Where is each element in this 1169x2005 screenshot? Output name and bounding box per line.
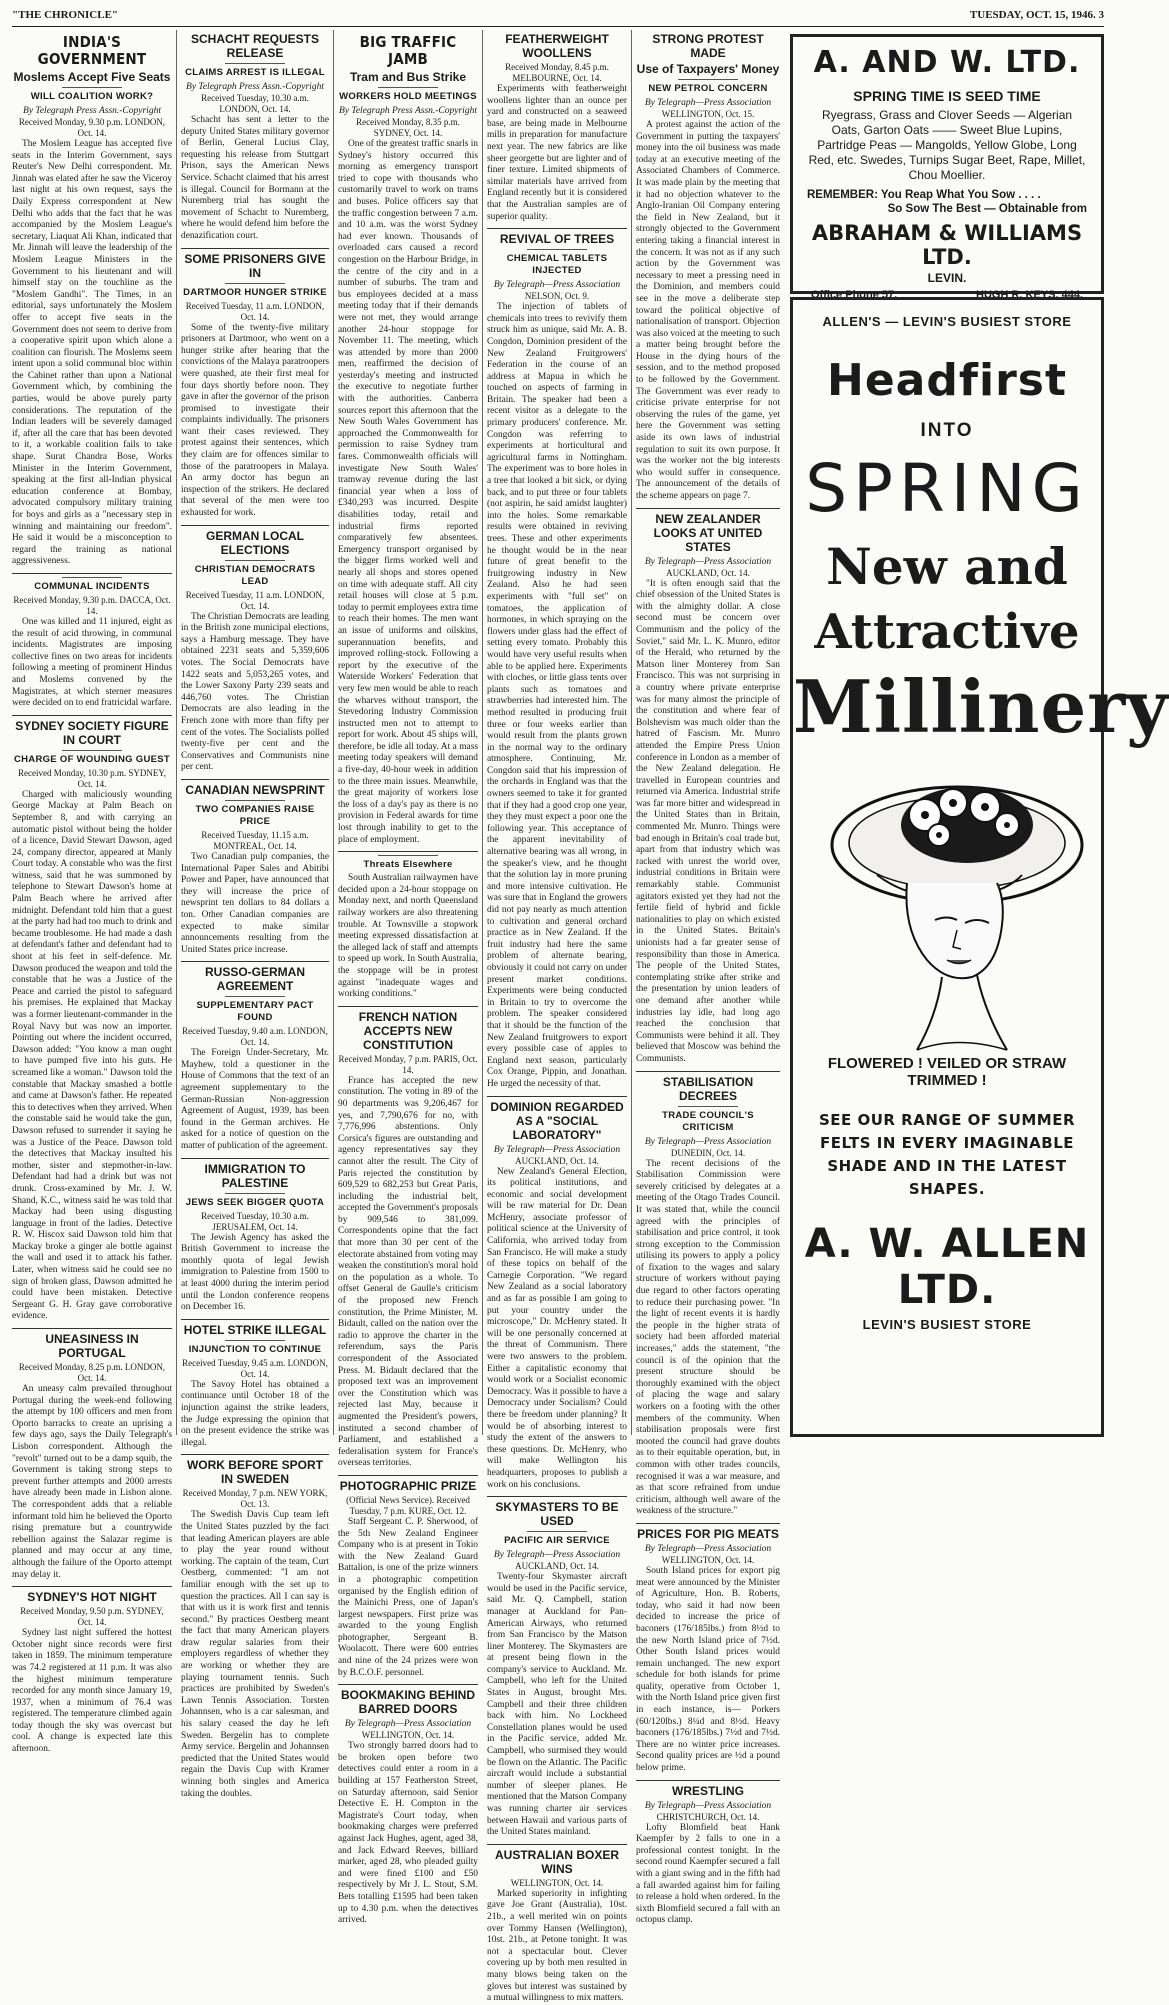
article-body: The Foreign Under-Secretary, Mr. Mayhew, told a questioner in the House of Commons that the text of an agreement supplementary to the German-Russian Non-aggression Agreement of August, 1939, has been found in the German archives. He asked for a notice of question on the matter of publication of the agreement. [181, 1048, 329, 1152]
article-deck: Threats Elsewhere [363, 859, 453, 871]
column-5 [636, 30, 780, 1926]
article-body: South Australian railwaymen have decided upon a 24-hour stoppage on Monday next, and north Queensland railway workers are also threatening trouble. At Townsville a stopwork meeting expressed dissatisfaction at the alleged lack of staff and attempts to speed up work. In South Australia, the stoppage will be in protest against "inadequate wages and working conditions." [338, 873, 478, 1000]
masthead-date-page: TUESDAY, OCT. 15, 1946. 3 [969, 9, 1104, 21]
ad-allen-flowered: FLOWERED ! VEILED OR STRAW TRIMMED ! [827, 1055, 1067, 1089]
headline-dash [62, 577, 122, 578]
article-headline: WORK BEFORE SPORT IN SWEDEN [186, 1458, 323, 1487]
ad-aw-sow: So Sow The Best — Obtainable from [887, 203, 1087, 215]
headline-dash [225, 560, 285, 561]
headline-dash [225, 996, 285, 997]
article-dateline: Received Monday, 7 p.m. NEW YORK, Oct. 13. [182, 1488, 328, 1510]
column-rule [631, 30, 632, 1435]
article-separator [636, 1780, 780, 1781]
article-byline: By Telegraph Press Assn.-Copyright [186, 82, 324, 92]
article [181, 1158, 329, 1314]
article-dateline: AUCKLAND, Oct. 14. [515, 1155, 599, 1166]
article [487, 1496, 627, 1839]
article [338, 851, 478, 1001]
article-body: "It is often enough said that the chief obsession of the United States is with the almighty dollar. A close second must be concern over Communism and the policy of the Soviet," said Mr. L. K. Munro, editor of the Herald, who returned by the Matson liner Monterey from San Francisco. This was not surprising in a country where private enterprise was for many almost the principle of the constitution and where fear of Bolshevism was much older than the hatred of Fascism. Mr. Munro attended the Empire Press Union conference in London as a member of the New Zealand delegation. He travelled in European countries and returned via America. Industrial strife was far more bitter and widespread in the United States than in Britain, commented Mr. Munro. Things were bad enough in Britain's coal trade but, apart from that industry which was racked with unrest the world over, industrial conditions in Britain were remarkably stable. Communist agitators existed yet they had not the fertile field of hybrid and fickle nationalities to play on which existed in the United States. Britain's unionists had a far greater sense of responsibility than those in America. The people of the United States, contemplating strike after strike and the presentation by union leaders of one demand after another while industries lay idle, had long ago reached the conclusion that Communists were behind it all. They believed that Moscow was behind the Communists. [636, 578, 780, 1064]
article [12, 1586, 172, 1756]
article-body: The Moslem League has accepted five seats in the Interim Government, says Reuter's New Delhi correspondent. Mr. Jinnah was elated after he saw the Viceroy last night at his own request, says the Daily Express correspondent at New Delhi who adds that the fact that he was accompanied by the Moslem League's secretary, Liaquat Ali Khan, indicated that Mr. Jinnah will leave the leadership of the Moslem League Ministers in the Government to his lieutenant and will himself stay on the touchline as the "Moslem Gandhi". The Times, in an editorial, says unfortunately the Moslem offer to accept five seats in the Government does not seem to derive from a cooperative spirit upon which alone a coalition can flourish. The Moslems seem intent upon a solid communal bloc within the Cabinet rather than upon a National Government which, by combining the parties, would be above purely party considerations. The reputation of the Indian leaders will be severely damaged if, after all the care that has been devoted to it, a workable coalition fails to take shape. Surat Chandra Bose, Works Minister in the Interim Government, speaking at the first all-Indian physical education conference at Bombay, advocated compulsory military training for boys and girls as a "necessary step in winning and maintaining our freedom". He said it would be a misconception to regard the training as national aggressiveness. [12, 139, 172, 567]
article [487, 1844, 627, 2005]
article-byline: By Telegraph—Press Association [644, 98, 772, 108]
article [487, 228, 627, 1090]
article-dateline: Received Monday, 8.35 p.m. SYDNEY, Oct. 14. [356, 117, 460, 138]
article [636, 1780, 780, 1927]
article-dateline: Received Monday, 8.45 p.m. MELBOURNE, Oct. 14. [505, 62, 609, 83]
article-body: An uneasy calm prevailed throughout Portugal during the week-end following the attempt by 100 officers and men from Oporto barracks to create an uprising a few days ago, says the Daily Telegraph's Lisbon correspondent. Although the "revolt" turned out to be a damp squib, the Government is taking strong steps to prevent further attempts and 2000 arrests have already been made in Lisbon alone. The correspondent adds that a reliable informant told him he believed the Oporto rising premature but a countrywide rebellion against the Salazar regime is planned and may occur at any time, although the failure of the Oporto attempt may delay it. [12, 1384, 172, 1580]
article-separator [487, 1496, 627, 1497]
ad-allen-top: ALLEN'S — LEVIN'S BUSIEST STORE [822, 314, 1072, 329]
article-headline: AUSTRALIAN BOXER WINS [494, 1847, 619, 1876]
article-deck: TRADE COUNCIL'S CRITICISM [662, 1109, 754, 1133]
article-separator [181, 248, 329, 249]
article [636, 1523, 780, 1775]
column-rule [333, 30, 334, 1435]
article-body: One was killed and 11 injured, eight as the result of acid throwing, in communal incidents. Magistrates are imposing collective fines on two areas for incidents following a meeting of prominent Hindus and Moslems convened by the Magistrates, at which sterner measures were decided on to end fratricidal warfare. [12, 616, 172, 709]
ad-allen-millinery: Millinery [793, 664, 1169, 749]
article-headline: PRICES FOR PIG MEATS [637, 1526, 779, 1541]
article-headline: NEW ZEALANDER LOOKS AT UNITED STATES [653, 511, 763, 554]
article-dateline: WELLINGTON, Oct. 14. [510, 1877, 604, 1888]
article-deck: CLAIMS ARREST IS ILLEGAL [185, 67, 325, 78]
masthead [12, 4, 1104, 27]
column-1 [12, 30, 172, 1755]
article-separator [181, 525, 329, 526]
ad-allen-headfirst: Headfirst [827, 355, 1067, 406]
article-headline: WRESTLING [672, 1783, 744, 1798]
article-body: Staff Sergeant C. P. Sherwood, of the 5th New Zealand Engineer Company who is at present in Tokio with the New Zealand Guard Battalion, is one of the prize winners in a photographic competition organised by the English edition of the Mainichi Press, one of Japan's largest newspapers. First prize was awarded to the young English photographer, Sergeant B. Woolacott. There were 600 entries and nine of the 24 prizes were won by B.C.O.F. personnel. [338, 1516, 478, 1678]
article [338, 1006, 478, 1470]
article-dateline: Received Monday, 9.50 p.m. SYDNEY, Oct. 14. [20, 1606, 164, 1628]
ad-aw-remember: REMEMBER: You Reap What You Sow . . . . [807, 189, 1041, 201]
headline-dash [527, 249, 587, 250]
article-separator [487, 228, 627, 229]
article-subheadline: Use of Taxpayers' Money [636, 62, 780, 76]
article-byline: By Telegraph—Press Association [644, 556, 772, 567]
ad-allen-spring: SPRING [805, 450, 1089, 527]
article-body: Twenty-four Skymaster aircraft would be used in the Pacific service, said Mr. Q. Campbell, station manager at Auckland for Pan-American Airways, who returned from San Francisco by the Matson liner Monterey. The Skymasters are at present being flown in the company's service to Auckland. Mr. Campbell, who left for the United States in August, brought Mrs. Campbell and their three children back with him. No Lockheed Constellation planes would be used in the Pacific service, added Mr. Campbell, who surmised they would be flown on the Atlantic. The Pacific aircraft would include a substantial number of sleeper planes. He mentioned that the Matson Company was running charter air services between Hawaii and various parts of the United States mainland. [487, 1572, 627, 1838]
woman-in-hat-illustration [807, 755, 1087, 1055]
article-headline: FEATHERWEIGHT WOOLLENS [505, 32, 609, 60]
article-deck: CHEMICAL TABLETS INJECTED [506, 253, 608, 277]
article-dateline: WELLINGTON, Oct. 14. [361, 1730, 455, 1741]
article [636, 32, 780, 503]
article-headline: INDIA'S GOVERNMENT [37, 33, 147, 68]
article-byline: By Telegraph—Press Association [493, 1144, 621, 1155]
article-body: The injection of tablets of chemicals into trees to revivify them struck him as unique, said Mr. A. B. Congdon, Dominion president of the New Zealand Fruitgrowers' Federation in the course of an address at Mapua in which he touched on aspects of farming in Britain. The speaker had been a recent visitor as a delegate to the primary producers' conference. Mr. Congdon was referring to experiments at horticultural and agricultural farms in Nottingham. The experiment was to bore holes in a tree that looked a bit sick, or dying back, and to put three or four tablets (not aspirin, he said amidst laughter) into the holes. Some remarkable results were obtained in reviving trees. These and other experiments he thought would be in the near future of great benefit to the fruitgrowing industry in New Zealand. Also he had seen experiments with "full set" on tomatoes, the application of hormones, in which spraying on the flowers under glass had the effect of setting every tomato. Probably this would have very useful results when able to be applied here. Experiments with cloches, or little glass tents over plants such as tomatoes and strawberries had interested him. The method resulted in producing fruit three or four weeks earlier than would result from the plants grown in the normal way to the ordinary atmosphere. Continuing, Mr. Congdon said that his impression of the orchards in England was that the owners seemed to take it for granted that if they had a good crop one year, they they must expect a poor one the following year. This acceptance of the apparent inevitability of alternative bearing was all wrong, in the speaker's view, and he thought that the solution lay in more pruning and more intensive cultivation. He was sure that in England the growers did not pay nearly as much attention to cultivation and general orchard practice as in New Zealand. If the fruit industry had here the same problem of alternate bearing, obviously it could not carry on under present market conditions. Experiments were being conducted in Britain to try to overcome the problem. The speaker considered that it should be the function of the New Zealand fruitgrowers to export every possible case of apples to England next season, particularly Cox Orange, Pippin, and Jonathan. He urged the necessity of that. [487, 302, 627, 1089]
article [12, 1328, 172, 1581]
ad-aw-keys: HUGH R. KEYS, 444. [976, 289, 1083, 301]
article-dateline: WELLINGTON, Oct. 15. [661, 109, 755, 119]
article-dateline: Received Tuesday, 11 a.m. LONDON, Oct. 14. [185, 589, 325, 611]
article-headline: STRONG PROTEST MADE [652, 32, 764, 60]
article [181, 248, 329, 520]
article-deck: DARTMOOR HUNGER STRIKE [183, 286, 327, 298]
article-body: Two strongly barred doors had to be broken open before two detectives could enter a room in a building at 157 Featherston Street, on Saturday afternoon, said Senior Detective E. H. Compton in the Magistrate's Court today, when bookmaking charges were preferred against Jack Hughes, agent, aged 38, and Jack Edward Reeves, billiard marker, aged 28, who pleaded guilty and were fined £100 and £50 respectively by Mr J. L. Stout, S.M. Bets totalling £1595 had been taken up to 4.30 p.m. when the detectives arrived. [338, 1741, 478, 1926]
article [181, 779, 329, 956]
article [487, 1096, 627, 1492]
article-body: South Island prices for export pig meat were announced by the Minister of Agriculture, Hon. B. Roberts, today, who said it had now been decided to increase the price of baconers (176/185lbs.) from 8½d to the new North Island price of 7½d. Other South Island prices would remain unchanged. The new export schedule for both islands for prime quality, operative from October 1, with the North Island price given first in each instance, is— Porkers (60/120lbs.) 8¼d and 8½d. Heavy baconers (176/185lbs.) 7½d and 7½d. There are no winter price increases. Second quality prices are ½d a pound below prime. [636, 1565, 780, 1774]
article-dateline: AUCKLAND, Oct. 14. [666, 567, 750, 578]
article-deck: WORKERS HOLD MEETINGS [339, 91, 477, 102]
article [487, 32, 627, 223]
ad-allen-busiest: LEVIN'S BUSIEST STORE [862, 1317, 1032, 1332]
article-dateline: Received Tuesday, 10.30 a.m. LONDON, Oct. 14. [201, 93, 309, 114]
article-deck: WILL COALITION WORK? [30, 91, 154, 102]
article-dateline: Received Monday, 10.30 p.m. SYDNEY, Oct. 14. [18, 767, 166, 789]
article-dateline: Received Monday, 8.25 p.m. LONDON, Oct. 14. [18, 1362, 166, 1384]
ad-aw-subtitle: SPRING TIME IS SEED TIME [853, 88, 1041, 104]
article-deck: CHRISTIAN DEMOCRATS LEAD [194, 563, 316, 587]
article-headline: SYDNEY'S HOT NIGHT [27, 1590, 157, 1605]
article-byline: By Telegraph Press Assn.-Copyright [23, 106, 161, 116]
advertisement-abraham-williams [790, 34, 1104, 301]
headline-dash [225, 283, 285, 284]
ad-allen-summer-felts: SEE OUR RANGE OF SUMMER FELTS IN EVERY IMAGINABLE SHADE AND IN THE LATEST SHAPES. [818, 1111, 1076, 1198]
article-separator [338, 1006, 478, 1007]
article-body: Sydney last night suffered the hottest October night since records were first taken in 1859. The minimum temperature was 74.2 registered at 11 p.m. It was also the highest minimum temperature recorded for any month since January 19, 1937, when a minimum of 76.4 was registered. The temperature climbed again today though the sky was overcast but cool. A change is expected late this afternoon. [12, 1628, 172, 1755]
article-headline: IMMIGRATION TO PALESTINE [204, 1161, 306, 1190]
headline-dash [62, 87, 122, 88]
article-body: France has accepted the new constitution. The voting in 89 of the 90 departments was 9,206,467 for yes, and 7,790,676 for no, with 7,776,996 abstentions. Only Corsica's figures are outstanding and agency representatives say they cannot alter the result. The City of Paris rejected the constitution by 609,529 to 682,253 but Great Paris, including the industrial belt, accepted the Government's proposals by 909,546 to 381,099. Correspondents opine that the fact that more than 30 per cent of the electorate abstained from voting may weaken the constitution's moral hold on the population as a whole. To offset General de Gaulle's criticism of the proposed new French constitution, the Prime Minister, M. Bidault, called on the nation over the radio to approve the charter in the referendum, says the Paris correspondent of the Associated Press. M. Bidault declared that the proposed text was an improvement over the Constitution which was rejected last May, because it augmented the President's powers, instituted a second chamber of Parliament, and established a federalisation system for France's overseas territories. [338, 1075, 478, 1469]
article-headline: FRENCH NATION ACCEPTS NEW CONSTITUTION [358, 1009, 458, 1052]
ad-allen-brand: A. W. ALLEN LTD. [804, 1221, 1090, 1313]
article-separator [487, 1096, 627, 1097]
article [181, 32, 329, 243]
column-4 [487, 30, 627, 2004]
article-dateline: DUNEDIN, Oct. 14. [670, 1147, 746, 1158]
article-separator [181, 1158, 329, 1159]
article-headline: SCHACHT REQUESTS RELEASE [190, 32, 319, 60]
article-separator [181, 961, 329, 962]
article-dateline: AUCKLAND, Oct. 14. [515, 1561, 599, 1572]
headline-dash [678, 1106, 738, 1107]
headline-dash [225, 1193, 285, 1194]
article [636, 508, 780, 1066]
article-deck: COMMUNAL INCIDENTS [34, 580, 150, 592]
article-body: Some of the twenty-five military prisoners at Dartmoor, who went on a hunger strike after hearing that the convictions of the Malaya paratroopers were quashed, ate their first meal for four days shortly before noon. They gave in after the governor of the prison promised to investigate their complaints individually. The prisoners want their cases reviewed. They protest against their sentences, which they claim are for offences similar to those of the paratroopers in Malaya. An army doctor has begun an inspection of the strikers. He declared that several of the men were too exhausted for work. [181, 322, 329, 519]
article-dateline: CHRISTCHURCH, Oct. 14. [656, 1811, 760, 1822]
headline-dash [225, 63, 285, 64]
article-body: A protest against the action of the Government in putting the taxpayers' money into the oil business was made today at an executive meeting of the Associated Chambers of Commerce. It was made plain by the meeting that it had no objection whatever to the Anglo-Iranian Oil Company entering the field in New Zealand, but it strongly objected to the Government entering taking a financial interest in the concern. It was not as if any such action by the Government was necessary to meet a pressing need in the Dominion, and members could see in the move a deliberate step toward the political objective of nationalisation of transport. Objection was also voiced at the meeting to such a matter being brought before the House in the dying hours of the session, and to the method proposed to be followed by the Government. The Government was ever ready to criticise private enterprise for not observing the rules of the game, yet here the Government was setting aside its own laws of industrial regulation to suit its own purpose. It was the worker not the big interests who would suffer in consequence. The announcement of the details of the scheme appears on page 7. [636, 120, 780, 501]
article-separator [12, 1328, 172, 1329]
headline-dash [527, 1531, 587, 1532]
article-headline: RUSSO-GERMAN AGREEMENT [204, 965, 305, 994]
article-body: Schacht has sent a letter to the deputy United States military governor of Berlin, General Lucius Clay, requesting his release from Stuttgart Prison, says the American News Service. Schacht claimed that his arrest is illegal. Council for Bormann at the Nuremberg trial has sought the movement of Schacht to Nuremberg, where he would defend him before the denazification court. [181, 115, 329, 241]
article-headline: GERMAN LOCAL ELECTIONS [206, 528, 304, 557]
article [12, 715, 172, 1323]
column-rule [176, 30, 177, 1435]
article-dateline: Received Tuesday, 9.40 a.m. LONDON, Oct. 14. [182, 1026, 328, 1048]
article-separator [12, 573, 172, 574]
article-deck: INJUNCTION TO CONTINUE [188, 1343, 322, 1355]
article-deck: TWO COMPANIES RAISE PRICE [195, 803, 315, 827]
article-headline: SKYMASTERS TO BE USED [495, 1500, 619, 1529]
article [181, 1454, 329, 1800]
ad-aw-phone: Office Phone 57. [811, 289, 898, 301]
article-body: Marked superiority in infighting gave Joe Grant (Australia), 10st. 21b., a well merited win on points over Tommy Hansen (Wellington), 10st. 21b., at Petone tonight. It was not a spectacular bout. Clever covering up by both men resulted in many blows being taken on the gloves but interest was sustained by a mutual willingness to mix matters. [487, 1888, 627, 2004]
article [12, 573, 172, 710]
article-headline: STABILISATION DECREES [662, 1074, 754, 1103]
article-headline: UNEASINESS IN PORTUGAL [45, 1332, 139, 1361]
column-rule [482, 30, 483, 1435]
article-headline: BIG TRAFFIC JAMB [359, 33, 457, 68]
ad-aw-town: LEVIN. [927, 271, 967, 285]
article-dateline: Received Tuesday, 10.30 a.m. JERUSALEM, Oct. 14. [201, 1210, 309, 1232]
headline-dash [62, 750, 122, 751]
article-byline: By Telegraph—Press Association [493, 280, 621, 291]
article-dateline: NELSON, Oct. 9. [524, 291, 590, 302]
article-subheadline: Tram and Bus Strike [349, 70, 467, 84]
article-dateline: Received Monday, 7 p.m. PARIS, Oct. 14. [338, 1053, 478, 1075]
article-separator [338, 851, 478, 852]
article [12, 34, 172, 568]
article-dateline: Received Monday, 9.30 p.m. DACCA, Oct. 14. [13, 594, 171, 616]
article-byline: By Telegraph—Press Association [644, 1800, 772, 1811]
article-separator [338, 1684, 478, 1685]
article-headline: DOMINION REGARDED AS A "SOCIAL LABORATORY" [490, 1099, 624, 1142]
article-headline: REVIVAL OF TREES [499, 232, 615, 247]
article-separator [181, 779, 329, 780]
article-body: New Zealand's General Election, its political institutions, and economic and social development will be raw material for Dr. Dean McHenry, associate professor of political science at the University of California, who arrived today from San Francisco. He will make a study of these topics on behalf of the Carnegie Corporation. "We regard New Zealand as a social laboratory and as far as possible I am going to put your country under the microscope," Dr. McHenry stated. It will be one personally concerned at the threat of Communism. There were two answers to the problem. Either a capitalistic economy that would work or a Socialist economic Democracy. Was it possible to have a Democracy under Socialism? Could there be freedom under planning? It would be of absorbing interest to study the extent of the answers to these questions. Dr. McHenry, who will make Wellington his headquarters, proposes to publish a work on his conclusions. [487, 1166, 627, 1490]
article-dateline: Received Tuesday, 11.15 a.m. MONTREAL, Oct. 14. [201, 829, 309, 851]
article-body: Two Canadian pulp companies, the International Paper Sales and Abitibi Power and Paper, have announced that they will increase the price of newsprint ten dollars to 84 dollars a ton. Other Canadian companies are expected to make similar announcements resulting from the United States price increase. [181, 851, 329, 955]
article-headline: PHOTOGRAPHIC PRIZE [339, 1478, 477, 1493]
article-headline: BOOKMAKING BEHIND BARRED DOORS [341, 1688, 475, 1717]
headline-dash [678, 79, 738, 80]
article-subheadline: Moslems Accept Five Seats [13, 70, 171, 84]
article [338, 34, 478, 846]
ad-allen-new-and: New and [826, 537, 1068, 596]
headline-dash [225, 1340, 285, 1341]
article-separator [487, 1844, 627, 1845]
article-body: Experiments with featherweight woollens lighter than an ounce per yard and constructed on a seaweed base, are being made in Melbourne mills in preparation for manufacture next year. The new fabrics are like sheer georgette but are lighter and of finer texture. Limited shipments of similar materials have arrived from England recently but it is considered that the Australian samples are of superior quality. [487, 84, 627, 222]
article-deck: PACIFIC AIR SERVICE [504, 1535, 610, 1547]
article-body: Lofty Blomfield beat Hank Kaempfer by 2 falls to one in a professional contest tonight. In the second round Kaempfer secured a fall with a giant swing and in the fifth had a fall awarded against him for failing to release a hold when ordered. In the sixth Blomfield secured a fall with an octopus clamp. [636, 1822, 780, 1926]
article-body: The Jewish Agency has asked the British Government to increase the monthly quota of legal Jewish immigration to Palestine from 1500 to at least 4000 during the interim period until the London conference reopens on December 16. [181, 1232, 329, 1313]
article-body: The recent decisions of the Stabilisation Commission were severely criticised by delegates at a meeting of the Otago Trades Council. It was stated that, while the council agreed with the principles of stabilisation and price control, it took strong exception to the Commission utilising its powers to apply a policy of fixation to the wages and salary structure of workers without paying due regard to other factors operating to reduce their purchasing power. "In the light of recent events it is hardly the people in the higher strata of society had been afforded material increases," adds the statement, "the council is of the opinion that the present structure should be thoroughly examined with the object of placing the wage and salary workers on a footing with the other members of the community. When stabilisation proposals were first mooted the council had grave doubts as to their equitable operation, but, in common with other trades councils, recognised it was a war measure, and as that score refrained from undue criticism, although well aware of the weakness of the structure." [636, 1158, 780, 1517]
ad-allen-attractive: Attractive [814, 604, 1080, 660]
article-dateline: Received Tuesday, 11 a.m. LONDON, Oct. 14. [185, 300, 325, 322]
article-deck: NEW PETROL CONCERN [648, 83, 768, 94]
article-byline: By Telegraph—Press Association [644, 1136, 772, 1147]
article-headline: SYDNEY SOCIETY FIGURE IN COURT [15, 718, 169, 747]
article-dateline: Received Monday, 9.30 p.m. LONDON, Oct. 14. [18, 117, 166, 138]
article-dateline: Received Tuesday, 9.45 a.m. LONDON, Oct. 14. [182, 1357, 328, 1379]
article-separator [636, 1523, 780, 1524]
article-byline: By Telegraph—Press Association [644, 1543, 772, 1554]
article-separator [181, 1454, 329, 1455]
article-dateline: (Official News Service). Received Tuesday, 7 p.m. KURE, Oct. 12. [346, 1494, 470, 1516]
column-2 [181, 30, 329, 1799]
article-separator [12, 715, 172, 716]
article [338, 1475, 478, 1679]
article-deck: JEWS SEEK BIGGER QUOTA [185, 1196, 325, 1208]
headline-dash [378, 87, 438, 88]
article-body: The Swedish Davis Cup team left the United States puzzled by the fact that leading American players are able to play the year round without working. The captain of the team, Curt Oestberg, commented: "I am not familiar enough with the set up to question the practices. All I can say is that with us it is work first and tennis second." By practices Oestberg meant the fact that many American players draw regular salaries from their employers regardless of whether they are working or whether they are playing tournament tennis. Such practices are prohibited by Sweden's Lawn Tennis Association. Torsten Johannsen, who is a car salesman, and his salary ceased the day he left Sweden. Bergelin has to complete Army service. Bergelin and Johannsen predicted that the United States would regain the Davis Cup with Kramer winning both singles and America taking the doubles. [181, 1510, 329, 1799]
article-separator [181, 1319, 329, 1320]
article-byline: By Telegraph—Press Association [493, 1550, 621, 1561]
advertisement-allens-millinery [790, 297, 1169, 1437]
article-separator [636, 1071, 780, 1072]
ad-aw-brand: ABRAHAM & WILLIAMS LTD. [811, 221, 1083, 269]
column-3 [338, 30, 478, 1926]
article-headline: HOTEL STRIKE ILLEGAL [183, 1322, 327, 1337]
ad-allen-into: INTO [920, 420, 974, 441]
article-deck: CHARGE OF WOUNDING GUEST [13, 753, 171, 765]
article [338, 1684, 478, 1927]
article-byline: By Telegraph—Press Association [344, 1719, 472, 1730]
article-headline: CANADIAN NEWSPRINT [185, 782, 325, 797]
article-body: The Christian Democrats are leading in the British zone municipal elections, says a Hamburg message. They have obtained 2231 seats and 5,359,606 votes. The Social Democrats have 1422 seats and 5,053,265 votes, and the Lower Saxony Party 239 seats and 446,760 votes. The Christian Democrats are also leading in the French zone with more than fifty per cent of the votes. The Socialists polled twenty-five per cent and the Conservatives and Communists nine per cent. [181, 611, 329, 773]
article-body: One of the greatest traffic snarls in Sydney's history occurred this morning as emergency transport tried to cope with thousands who customarily travel to work on trams and buses. Police officers say that the traffic congestion between 7 a.m. and 10 a.m. was the worst Sydney had ever known. Thousands of overloaded cars caused a record congestion on the Harbour Bridge, in the centre of the city and in a number of suburbs. The tram and bus employees decided at a mass meeting today that if their demands were not met, they would arrange another 24-hour stoppage for November 11. The meeting, which was attended by more than 2000 men, reaffirmed the decision of yesterday's meeting and instructed the executive to negotiate further with the authorities. Canberra sources report this afternoon that the New South Wales Government has approached the Commonwealth for permission to raise Sydney tram fares. Commonwealth officials will investigate New South Wales' tramway revenue during the last financial year when a loss of £340,293 was incurred. Despite disabilities today, retail and industrial firms reported comparatively few absentees. Emergency transport organised by the bigger firms worked well and nearly all shops and stores opened on time with adequate staff. All city retail houses will close at 5 p.m. today to permit employees extra time to reach their homes. The men want an issue of uniforms and oilskins, superannuation benefits, and improved rolling-stock. Following a report by the executive of the Waterside Workers' Federation that very few men would be able to reach the wharves without transport, the Stevedoring Industry Commission instructed men not to attempt to report for work. About 45 ships will, therefore, be idle all today. At a mass meeting today speakers will demand a five-day, 40-hour week in addition to the three main issues. Meanwhile, the great majority of workers lose the loss of a day's pay as there is no provision in Federal awards for time lost through inability to get to the place of employment. [338, 139, 478, 845]
article-dateline: WELLINGTON, Oct. 14. [661, 1554, 755, 1565]
article-body: Charged with maliciously wounding George Mackay at Palm Beach on September 8, and with carrying an automatic pistol without being the holder of a licence, David Stewart Dawson, aged 24, company director, appeared at Manly Court today. A constable who was the first witness, said that he was summoned by telephone to Stewart Dawson's home at Palm Beach where he arrived after midnight. Defendant told him that a guest at the party had had too much to drink and became troublesome. He had made a dash at defendant's father and defendant had to shoot at his feet in self-defence. Mr. Dawson produced the weapon and told the constable that he was a Justice of the Peace and carried the pistol to safeguard his premises. He explained that Mackay was a former lieutenant-commander in the Royal Navy but was now an importer. Pointing out where the incident occurred, Dawson added: "You know a man ought to have pumped five into his guts. He screamed like a woman." Dawson told the constable that Mackay smashed a bottle and came at Dawson's father. He repeated this to detectives when they arrived. When the constable said he would take the gun, Dawson refused to surrender it saying he was a Justice of the Peace. Dawson told the detectives that Mackay insulted his mother, sister and stepmother-in-law. Defendant had had a drink but was not drunk. Cross-examined by Mr. J. W. Shand, K.C., witness said he was told that Mackay had been using disgusting language in front of the ladies. Detective R. W. Hiscox said Dawson told him that Mackay broke a ginger ale bottle against the wall and used it to attack his father. Later, when witness said he could see no sign of broken glass, Dawson admitted he could have been mistaken. Detective Sergeant G. H. Gray gave corroborative evidence. [12, 789, 172, 1322]
article-byline: By Telegraph Press Assn.-Copyright [339, 106, 477, 116]
article-separator [338, 1475, 478, 1476]
article-body: The Savoy Hotel has obtained a continuance until October 18 of the injunction against the strike leaders, the Judge expressing the opinion that on the present evidence the strike was illegal. [181, 1379, 329, 1448]
article [181, 961, 329, 1152]
article [636, 1071, 780, 1518]
article [181, 1319, 329, 1450]
ad-aw-title: A. AND W. LTD. [813, 45, 1081, 80]
ad-aw-seed-list: Ryegrass, Grass and Clover Seeds — Algerian Oats, Garton Oats —— Sweet Blue Lupins, Partridge Peas — Mangolds, Yellow Globe, Long Red, etc. Swedes, Turnips Sugar Beet, Rape, Millet, Chou Moellier. [808, 108, 1086, 182]
article-headline: SOME PRISONERS GIVE IN [184, 251, 326, 280]
article [181, 525, 329, 774]
headline-dash [225, 800, 285, 801]
article-deck: SUPPLEMENTARY PACT FOUND [196, 1000, 314, 1024]
article-separator [12, 1586, 172, 1587]
masthead-paper-name: "THE CHRONICLE" [12, 9, 119, 21]
article-separator [636, 508, 780, 509]
headline-dash [378, 855, 438, 856]
